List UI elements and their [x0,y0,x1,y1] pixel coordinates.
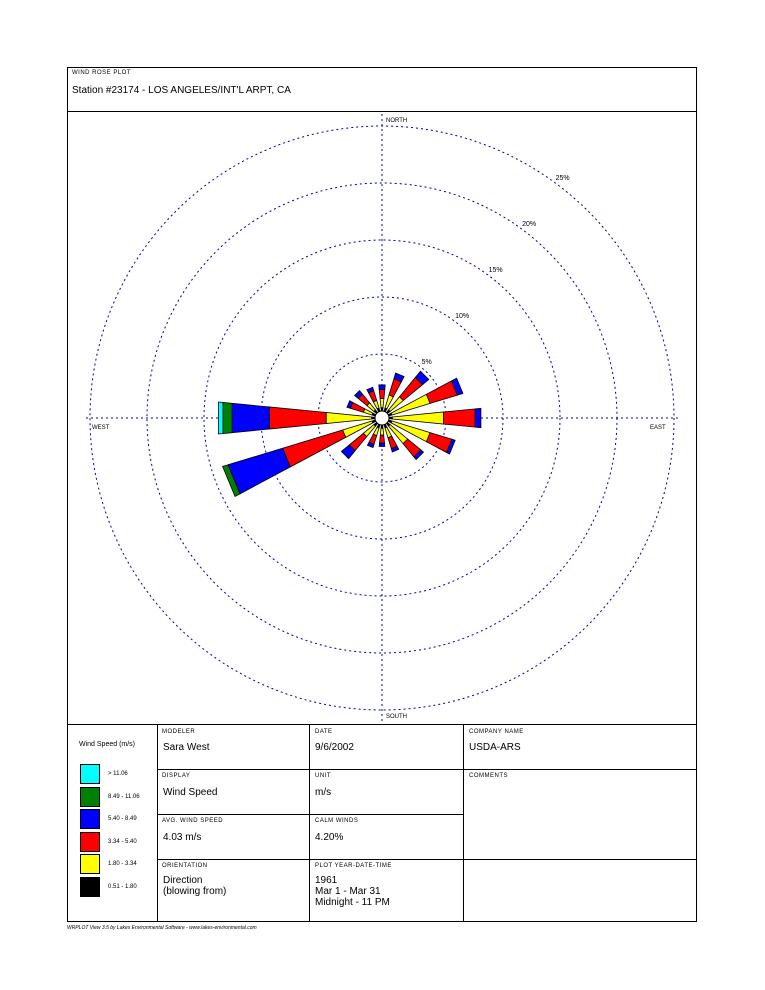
petal-270-bin-5 [219,402,224,434]
avg-speed-value: 4.03 m/s [163,832,202,843]
legend-swatch-green [80,787,100,807]
company-label: COMPANY NAME [469,729,524,735]
petal-270-bin-1 [326,413,371,424]
label-east: EAST [650,425,666,431]
plot-period-label: PLOT YEAR-DATE-TIME [315,863,392,869]
date-label: DATE [315,729,333,735]
petal-180-bin-1 [380,428,383,435]
legend-label: 1.80 - 3.34 [108,861,137,867]
petal-0-bin-0 [381,408,383,411]
orientation-label: ORIENTATION [162,863,208,869]
label-south: SOUTH [386,714,407,720]
table-row-divider-1 [157,769,697,770]
plot-hours: Midnight - 11 PM [315,897,390,908]
petal-270-bin-4 [223,402,232,433]
legend-swatch-cyan [80,764,100,784]
legend-label: 8.49 - 11.06 [108,794,140,800]
table-row-divider-3 [157,859,697,860]
footer-credit: WRPLOT View 3.5 by Lakes Environmental Software - www.lakes-environmental.com [67,925,257,931]
ring-label-10: 10% [455,313,470,321]
petal-270-bin-3 [232,403,269,432]
orientation-value-2: (blowing from) [163,886,227,897]
ring-label-5: 5% [421,359,432,367]
label-west: WEST [92,425,110,431]
display-label: DISPLAY [162,773,191,779]
label-north: NORTH [386,118,408,124]
orientation-value: Direction [163,875,203,886]
plot-dates: Mar 1 - Mar 31 [315,886,381,897]
ring-label-20: 20% [522,220,537,228]
petal-180-bin-3 [379,443,385,446]
petal-180-bin-0 [381,425,383,428]
petal-0-bin-3 [379,385,385,390]
legend-label: 0.51 - 1.80 [108,884,137,890]
petal-270-bin-0 [372,417,375,419]
petal-90-bin-3 [475,408,481,427]
plot-year: 1961 [315,875,338,886]
petal-90-bin-1 [392,412,443,424]
petal-0-bin-2 [379,390,385,399]
table-row-divider-2 [157,814,463,815]
legend-label: 5.40 - 8.49 [108,816,137,822]
date-value: 9/6/2002 [315,742,354,753]
calm-winds-value: 4.20% [315,832,344,843]
comments-label: COMMENTS [469,773,508,779]
petal-0-bin-1 [380,399,384,408]
table-col-divider-3 [463,724,464,922]
legend-label: > 11.06 [108,771,128,777]
calm-winds-label: CALM WINDS [315,818,359,824]
unit-value: m/s [315,787,332,798]
company-value: USDA-ARS [469,742,521,753]
plot-type-label: WIND ROSE PLOT [72,70,132,76]
modeler-value: Sara West [163,742,210,753]
table-top-divider [67,724,697,725]
avg-speed-label: AVG. WIND SPEED [162,818,224,824]
legend-title: Wind Speed (m/s) [79,741,136,748]
unit-label: UNIT [315,773,331,779]
legend-swatch-blue [80,809,100,829]
station-title: Station #23174 - LOS ANGELES/INT'L ARPT, CA [72,85,291,96]
legend-label: 3.34 - 5.40 [108,839,137,845]
legend-swatch-yellow [80,854,100,874]
petal-247.5-bin-2 [283,430,346,467]
legend-swatch-red [80,832,100,852]
table-col-divider-2 [309,724,310,922]
petal-180-bin-2 [380,435,385,443]
legend-swatch-black [80,877,100,897]
ring-label-25: 25% [555,174,570,182]
petal-90-bin-2 [443,409,475,427]
petal-90-bin-0 [389,417,392,419]
ring-label-15: 15% [488,267,503,274]
modeler-label: MODELER [162,729,196,735]
table-col-divider-1 [157,724,158,922]
petal-270-bin-2 [270,407,327,429]
calm-hub [375,411,389,425]
display-value: Wind Speed [163,787,218,798]
